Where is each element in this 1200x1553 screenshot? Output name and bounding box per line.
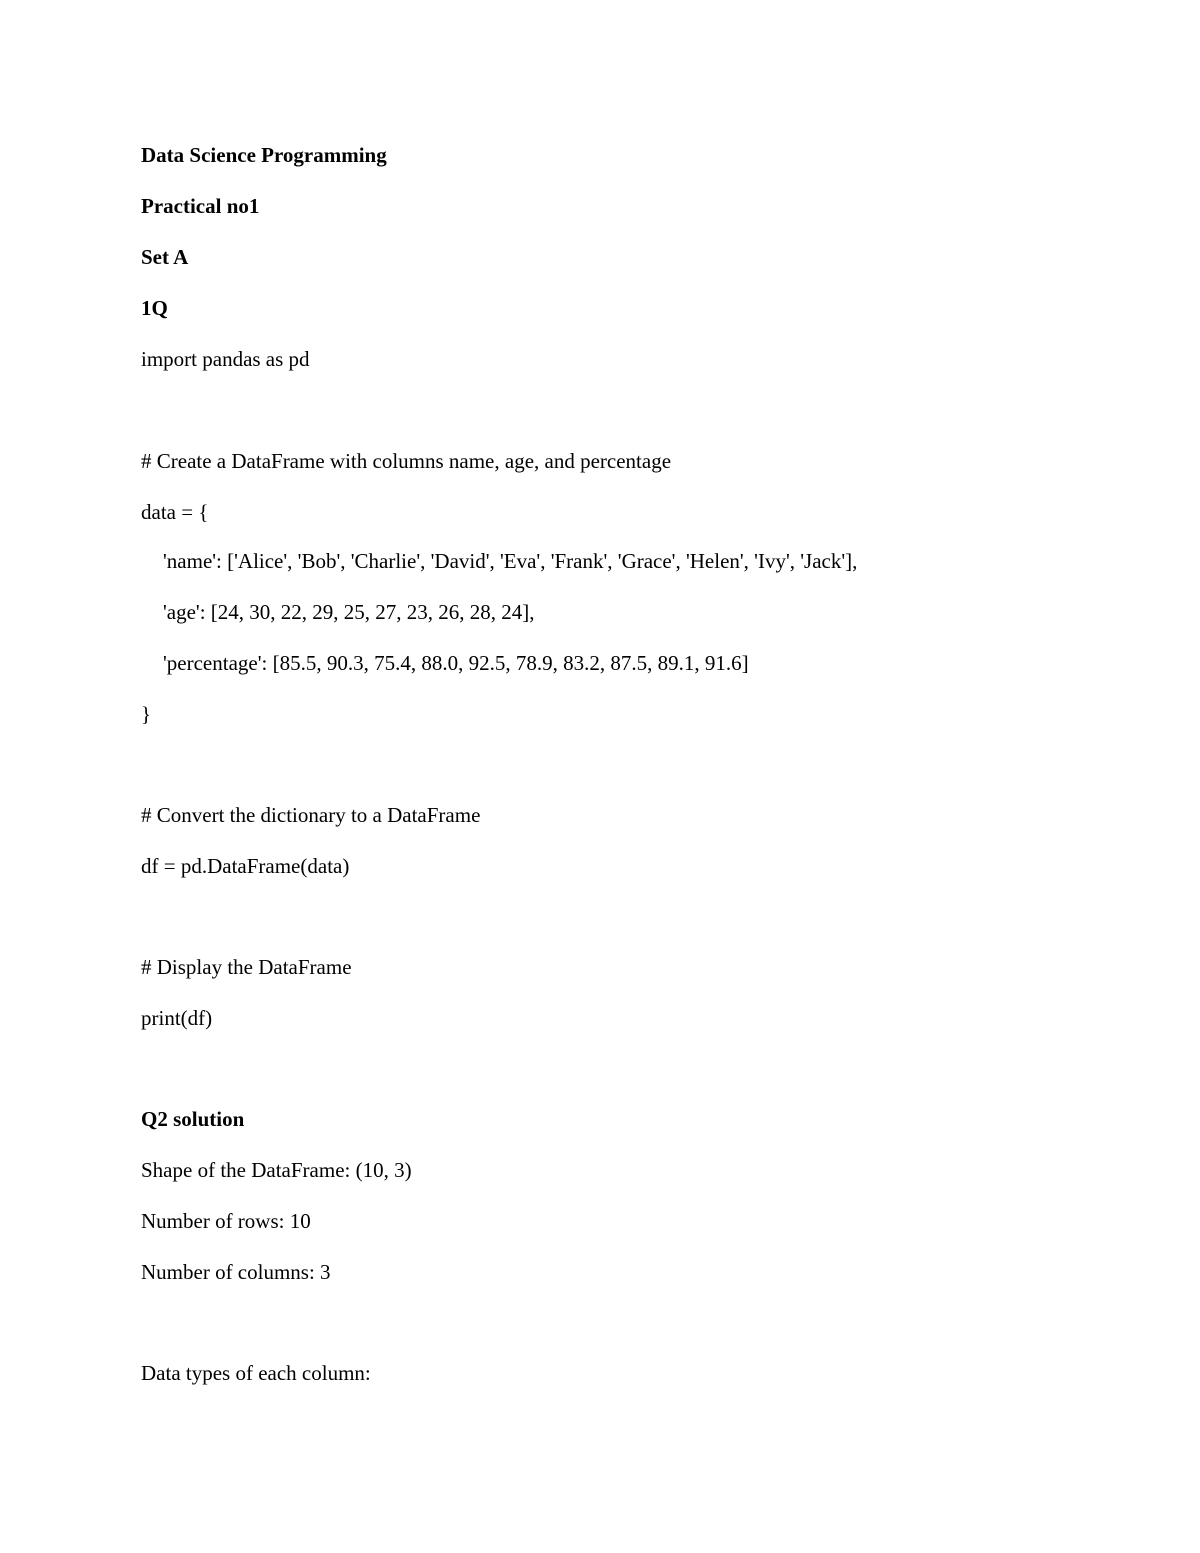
code-name-line: 'name': ['Alice', 'Bob', 'Charlie', 'David', 'Eva', 'Frank', 'Grace', 'Helen', 'Ivy', 'Jack'], (163, 549, 858, 573)
practical-heading: Practical no1 (141, 194, 260, 218)
q2-columns-line: Number of columns: 3 (141, 1260, 331, 1284)
code-import-line: import pandas as pd (141, 347, 310, 371)
set-heading: Set A (141, 245, 189, 269)
code-age-line: 'age': [24, 30, 22, 29, 25, 27, 23, 26, 28, 24], (163, 600, 535, 624)
document-title: Data Science Programming (141, 143, 387, 167)
q1-heading: 1Q (141, 296, 168, 320)
code-data-close: } (141, 702, 152, 726)
q2-heading: Q2 solution (141, 1107, 245, 1131)
q2-rows-line: Number of rows: 10 (141, 1209, 311, 1233)
code-comment-convert: # Convert the dictionary to a DataFrame (141, 803, 481, 827)
code-comment-display: # Display the DataFrame (141, 955, 352, 979)
code-data-open: data = { (141, 500, 209, 524)
code-print-df: print(df) (141, 1006, 213, 1030)
q2-dtypes-line: Data types of each column: (141, 1361, 371, 1385)
q2-shape-line: Shape of the DataFrame: (10, 3) (141, 1158, 412, 1182)
code-df-assign: df = pd.DataFrame(data) (141, 854, 350, 878)
code-percentage-line: 'percentage': [85.5, 90.3, 75.4, 88.0, 92.5, 78.9, 83.2, 87.5, 89.1, 91.6] (163, 651, 749, 675)
code-comment-create: # Create a DataFrame with columns name, age, and percentage (141, 449, 672, 473)
